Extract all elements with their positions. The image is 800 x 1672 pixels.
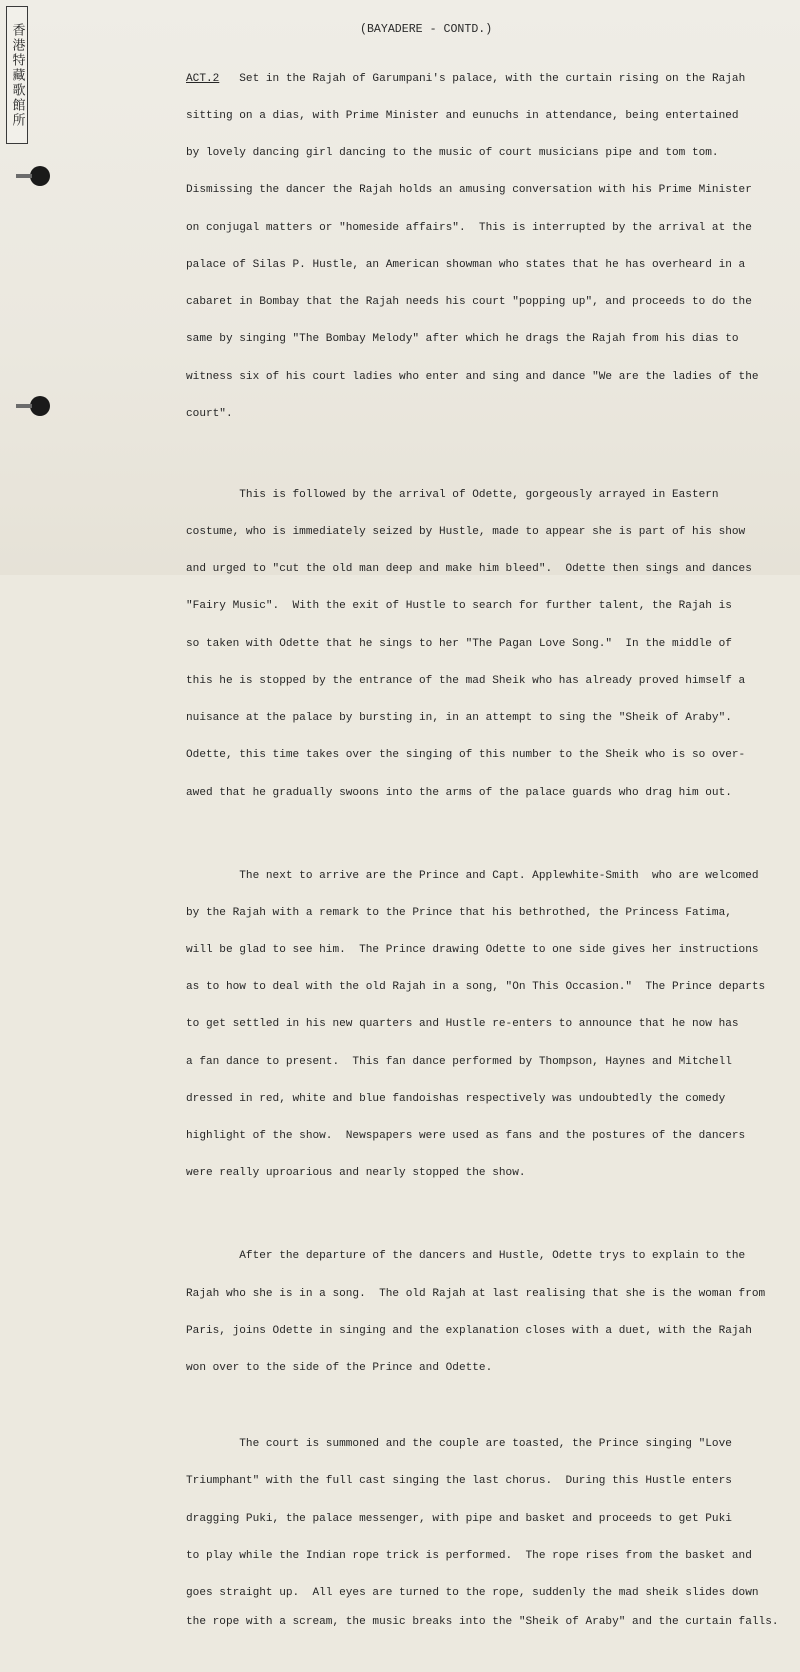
text-line: Triumphant" with the full cast singing the last chorus. During this Hustle enters	[186, 1475, 732, 1488]
text-line: dragging Puki, the palace messenger, with pipe and basket and proceeds to get Puki	[186, 1512, 732, 1525]
paragraph-finale	[186, 1413, 779, 1653]
text-line: Paris, joins Odette in singing and the explanation closes with a duet, with the Rajah	[186, 1324, 752, 1337]
text-line: by lovely dancing girl dancing to the music of court musicians pipe and tom tom.	[186, 147, 719, 160]
paragraph-prince	[186, 845, 766, 1205]
text-line: and urged to "cut the old man deep and make him bleed". Odette then sings and dances	[186, 563, 752, 576]
text-line	[186, 73, 756, 85]
text-line: sitting on a dias, with Prime Minister and eunuchs in attendance, being entertained	[186, 110, 739, 123]
punch-hole-top	[30, 166, 50, 186]
text-line: on conjugal matters or "homeside affairs". This is interrupted by the arrival at the	[186, 221, 752, 234]
text-line: will be glad to see him. The Prince drawing Odette to one side gives her instructions	[186, 944, 759, 957]
text-line: Odette, this time takes over the singing of this number to the Sheik who is so over-	[186, 749, 746, 762]
text-line: a fan dance to present. This fan dance performed by Thompson, Haynes and Mitchell	[186, 1055, 732, 1068]
text-line: court".	[186, 407, 233, 420]
text-line: by the Rajah with a remark to the Prince that his bethrothed, the Princess Fatima,	[186, 906, 732, 919]
paragraph-odette	[186, 464, 756, 824]
text-line: to get settled in his new quarters and Hustle re-enters to announce that he now has	[186, 1018, 739, 1031]
text-line: Rajah who she is in a song. The old Rajah at last realising that she is the woman from	[186, 1287, 766, 1300]
text-line: same by singing "The Bombay Melody" after which he drags the Rajah from his dias to	[186, 333, 739, 346]
text-line: won over to the side of the Prince and Odette.	[186, 1362, 493, 1375]
punch-hole-bottom	[30, 396, 50, 416]
paragraph-act2	[186, 48, 759, 445]
text-line: goes straight up. All eyes are turned to the rope, suddenly the mad sheik slides down	[186, 1586, 759, 1599]
text-line: to play while the Indian rope trick is performed. The rope rises from the basket and	[186, 1549, 752, 1562]
text-line: palace of Silas P. Hustle, an American showman who states that he has overheard in a	[186, 258, 746, 271]
text-line: dressed in red, white and blue fandoishas respectively was undoubtedly the comedy	[186, 1092, 726, 1105]
text-line: the rope with a scream, the music breaks into the "Sheik of Araby" and the curtain falls.	[186, 1615, 779, 1628]
library-stamp	[6, 6, 28, 144]
text-line-rest: Set in the Rajah of Garumpani's palace, with the curtain rising on the Rajah	[219, 72, 746, 85]
text-line: so taken with Odette that he sings to her "The Pagan Love Song." In the middle of	[186, 637, 732, 650]
text-line: The court is summoned and the couple are toasted, the Prince singing "Love	[186, 1438, 732, 1451]
text-line: cabaret in Bombay that the Rajah needs his court "popping up", and proceeds to do the	[186, 296, 752, 309]
text-line: were really uproarious and nearly stopped the show.	[186, 1167, 526, 1180]
text-line: costume, who is immediately seized by Hustle, made to appear she is part of his show	[186, 526, 746, 539]
document-body	[186, 48, 779, 1672]
text-line: The next to arrive are the Prince and Capt. Applewhite-Smith who are welcomed	[186, 869, 759, 882]
text-line: highlight of the show. Newspapers were used as fans and the postures of the dancers	[186, 1130, 746, 1143]
paragraph-departure	[186, 1226, 766, 1400]
text-line: as to how to deal with the old Rajah in a song, "On This Occasion." The Prince departs	[186, 981, 766, 994]
text-line: this he is stopped by the entrance of the mad Sheik who has already proved himself a	[186, 674, 746, 687]
act-label: ACT.2	[186, 72, 220, 85]
text-line: After the departure of the dancers and Hustle, Odette trys to explain to the	[186, 1250, 746, 1263]
text-line: "Fairy Music". With the exit of Hustle to search for further talent, the Rajah is	[186, 600, 732, 613]
text-line: This is followed by the arrival of Odette, gorgeously arrayed in Eastern	[186, 488, 719, 501]
text-line: awed that he gradually swoons into the arms of the palace guards who drag him out.	[186, 786, 732, 799]
text-line: Dismissing the dancer the Rajah holds an amusing conversation with his Prime Minister	[186, 184, 752, 197]
stamp-text: 香港特藏歌館所	[9, 22, 25, 128]
text-line: witness six of his court ladies who enter and sing and dance "We are the ladies of the	[186, 370, 759, 383]
text-line: nuisance at the palace by bursting in, in an attempt to sing the "Sheik of Araby".	[186, 712, 732, 725]
page-title: (BAYADERE - CONTD.)	[360, 23, 493, 36]
